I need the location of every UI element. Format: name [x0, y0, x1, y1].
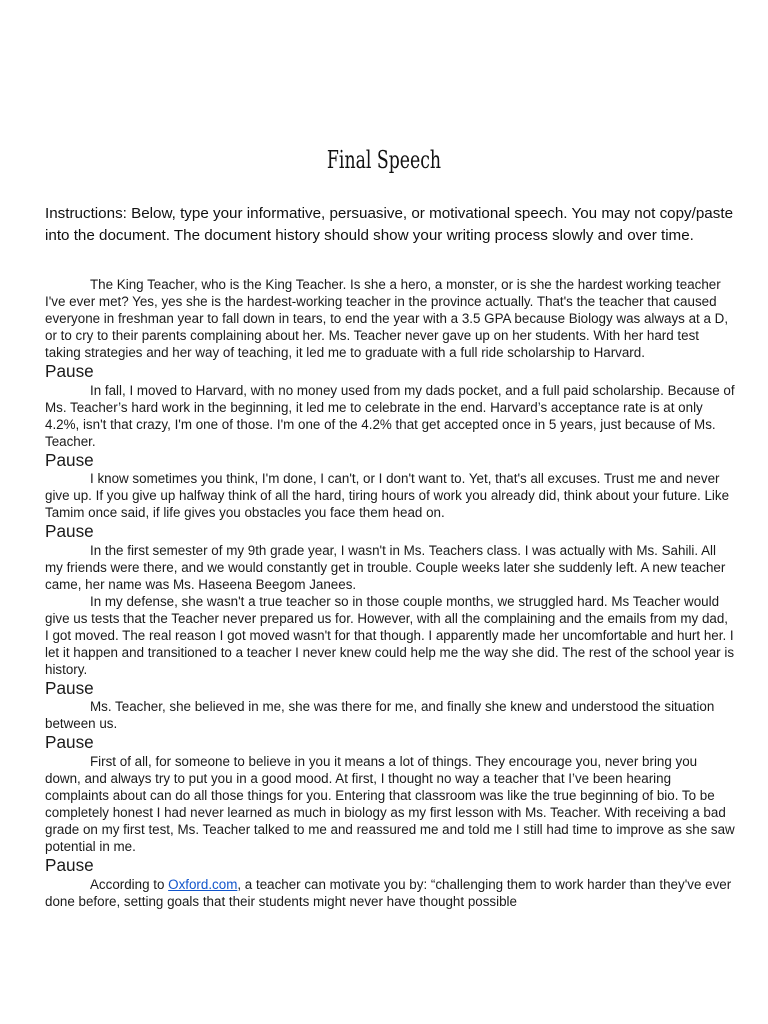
- instructions-text: Instructions: Below, type your informative, persuasive, or motivational speech. You may not copy/paste into the document. The document history should show your writing process slowly and over time.: [45, 205, 734, 244]
- speech-body: [45, 276, 735, 910]
- pause-label: Pause: [45, 361, 94, 381]
- speech-paragraph-2: In fall, I moved to Harvard, with no money used from my dads pocket, and a full paid scholarship. Because of Ms. Teacher’s hard work in the beginning, it led me to celebrate in the end. Harvard’s acceptance rate is at only 4.2%, isn't that crazy, I'm one of those. I'm one of the 4.2% that get accepted once in 5 years, just because of Ms. Teacher.: [45, 382, 735, 449]
- speech-paragraph-4: In the first semester of my 9th grade year, I wasn't in Ms. Teachers class. I was actually with Ms. Sahili. All my friends were there, and we would constantly get in trouble. Couple weeks later she suddenly left. A new teacher came, her name was Ms. Haseena Beegom Janees.: [45, 542, 726, 592]
- speech-paragraph-7: First of all, for someone to believe in you it means a lot of things. They encourage you, never bring you down, and always try to put you in a good mood. At first, I thought no way a teacher that I’ve been hearing complaints about can do all those things for you. Entering that classroom was like the true beginning of bio. To be completely honest I had never learned as much in biology as my first lesson with Ms. Teacher. With receiving a bad grade on my first test, Ms. Teacher talked to me and reassured me and told me I still had time to improve as she saw potential in me.: [45, 753, 735, 854]
- speech-paragraph-3: I know sometimes you think, I'm done, I can't, or I don't want to. Yet, that's all excuses. Trust me and never give up. If you give up halfway think of all the hard, tiring hours of work you already did, think about your future. Like Tamim once said, if life gives you obstacles you face them head on.: [45, 471, 730, 521]
- document-title: Final Speech: [326, 146, 442, 174]
- paragraph-text-after-link: , a teacher can motivate you by: “challenging them to work harder than they've ever done before, setting goals that their students might never have thought possible: [45, 876, 732, 909]
- pause-label: Pause: [45, 732, 94, 753]
- paragraph-text-before-link: According to: [90, 876, 169, 892]
- oxford-link[interactable]: Oxford.com: [168, 876, 238, 892]
- speech-paragraph-5: In my defense, she wasn't a true teacher so in those couple months, we struggled hard. Ms Teacher would give us tests that the Teacher never prepared us for. However, with all the complaining and the emails from my dad, I got moved. The real reason I got moved wasn't for that though. I apparently made her uncomfortable and hurt her. I let it happen and transitioned to a teacher I never knew could help me the way she did. The rest of the school year is history.: [45, 593, 735, 677]
- pause-label: Pause: [45, 449, 94, 470]
- speech-paragraph-6: Ms. Teacher, she believed in me, she was there for me, and finally she knew and understood the situation between us.: [45, 699, 715, 732]
- speech-paragraph-1: The King Teacher, who is the King Teacher. Is she a hero, a monster, or is she the hardest working teacher I've ever met? Yes, yes she is the hardest-working teacher in the province actually. That's the teacher that caused everyone in freshman year to fall down in tears, to end the year with a 3.5 GPA because Biology was always at a D, or to cry to their parents complaining about her. Ms. Teacher never gave up on her students. With her hard test taking strategies and her way of teaching, it led me to graduate with a full ride scholarship to Harvard.: [45, 277, 729, 360]
- speech-paragraph-8: [45, 876, 735, 910]
- pause-label: Pause: [45, 854, 94, 875]
- pause-label: Pause: [45, 677, 94, 698]
- pause-label: Pause: [45, 521, 94, 542]
